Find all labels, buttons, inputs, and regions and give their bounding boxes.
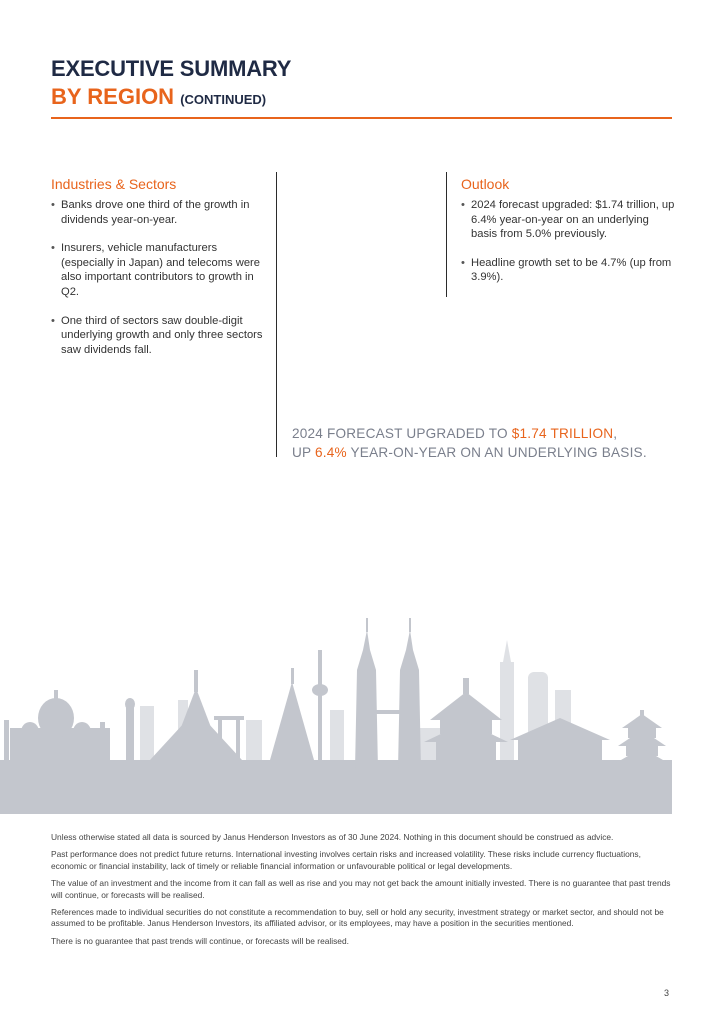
industries-heading: Industries & Sectors: [51, 176, 177, 192]
disclaimer-paragraph: There is no guarantee that past trends will continue, or forecasts will be realised.: [51, 935, 349, 946]
callout-text: YEAR-ON-YEAR ON AN UNDERLYING BASIS.: [346, 445, 647, 460]
disclaimer-paragraph: References made to individual securities do not constitute a recommendation to buy, sell or hold any security, investment strategy or market sector, and should not be assumed to be profitable. Janus Henderson Investors, its affiliated advisor, or its employees, may have a position in the securities mentioned.: [51, 907, 664, 929]
asian-skyline-illustration: [0, 610, 672, 814]
outlook-bullet: • Headline growth set to be 4.7% (up from 3.9%).: [461, 256, 676, 285]
column-divider-left: [276, 172, 277, 457]
disclaimer-paragraph: Unless otherwise stated all data is sourced by Janus Henderson Investors as of 30 June 2024. Nothing in this document should be construed as advice.: [51, 832, 614, 842]
industries-bullet: • One third of sectors saw double-digit underlying growth and only three sectors saw dividends fall.: [51, 314, 263, 358]
outlook-bullet: • 2024 forecast upgraded: $1.74 trillion, up 6.4% year-on-year on an underlying basis from 5.0% previously.: [461, 198, 676, 242]
title-line-by-region: [51, 82, 291, 115]
callout-highlight-trillion: $1.74 TRILLION: [511, 426, 614, 441]
callout-text: UP: [292, 445, 316, 460]
industries-sectors-section: [51, 176, 263, 371]
outlook-section: [461, 176, 676, 299]
industries-bullet: • Insurers, vehicle manufacturers (especially in Japan) and telecoms were also important contributors to growth in Q2.: [51, 241, 263, 299]
disclaimer-paragraph: The value of an investment and the income from it can fall as well as rise and you may not get back the amount initially invested. There is no guarantee that past trends will continue, or forecasts will be realised.: [51, 878, 671, 900]
title-continued-suffix: (CONTINUED): [180, 92, 267, 107]
industries-bullet: • Banks drove one third of the growth in dividends year-on-year.: [51, 198, 263, 227]
callout-text: ,: [613, 426, 618, 441]
column-divider-right: [446, 172, 447, 297]
title-by-region-text: BY REGION: [51, 84, 175, 109]
industries-bullet-list: [51, 198, 263, 357]
forecast-callout: [292, 424, 692, 462]
page-number: 3: [664, 988, 670, 998]
disclaimer-paragraph: Past performance does not predict future returns. International investing involves certain risks and increased volatility. These risks include currency fluctuations, economic or financial instability, lack of timely or reliable financial information or unfavourable political or legal developments.: [51, 849, 641, 871]
callout-highlight-percent: 6.4%: [315, 445, 347, 460]
outlook-heading: Outlook: [461, 176, 510, 192]
page-title: [51, 56, 291, 115]
callout-text: 2024 FORECAST UPGRADED TO: [292, 426, 512, 441]
outlook-bullet-list: [461, 198, 676, 285]
header-divider: [51, 117, 672, 119]
title-line-executive-summary: EXECUTIVE SUMMARY: [51, 56, 292, 81]
disclaimer-section: [51, 832, 675, 953]
